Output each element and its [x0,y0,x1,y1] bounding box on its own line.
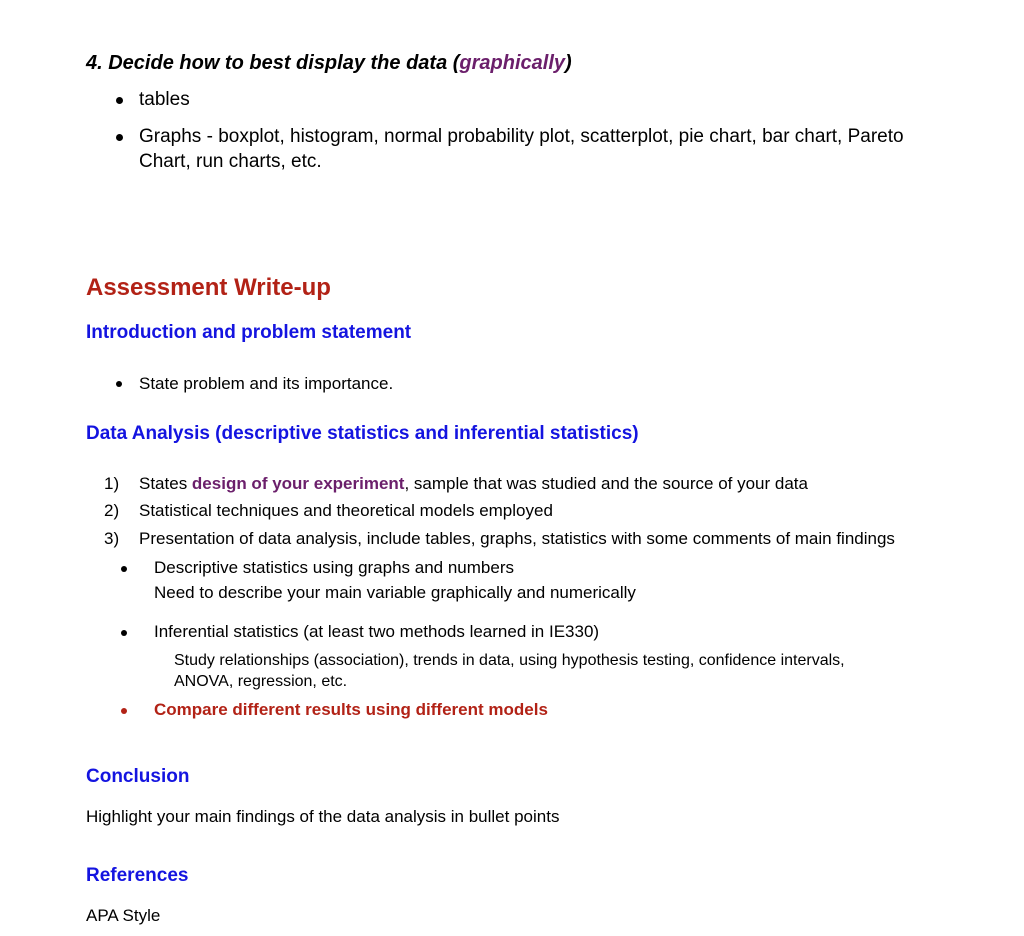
step4-title-prefix: 4. Decide how to best display the data ( [86,52,460,74]
list-number: 1) [104,474,120,493]
step4-title-suffix: ) [565,52,572,74]
step4-title [86,52,572,75]
references-text: APA Style [86,906,161,925]
references-heading: References [86,865,189,886]
list-number: 2) [104,501,120,520]
bullet-dot [121,566,127,572]
conclusion-heading: Conclusion [86,766,190,787]
analysis-item-3: Presentation of data analysis, include tables, graphs, statistics with some comments of main findings [139,529,895,548]
step4-bullet-tables: tables [139,89,190,110]
conclusion-text: Highlight your main findings of the data analysis in bullet points [86,807,560,826]
compare-bullet: Compare different results using different models [154,700,548,719]
bullet-dot [121,630,127,636]
analysis-item-1 [139,473,808,495]
analysis-heading: Data Analysis (descriptive statistics and inferential statistics) [86,423,639,444]
analysis-item-1-highlight: design of your experiment [191,474,405,493]
analysis-item-1-suffix: , sample that was studied and the source of your data [404,474,808,493]
step4-title-highlight: graphically [459,52,566,74]
bullet-dot [116,381,122,387]
inferential-detail2: ANOVA, regression, etc. [174,673,348,690]
step4-bullet-graphs-cont: Chart, run charts, etc. [139,151,322,172]
intro-bullet: State problem and its importance. [139,374,394,393]
analysis-item-1-prefix: States [139,474,192,493]
descriptive-line1: Descriptive statistics using graphs and numbers [154,558,514,577]
descriptive-line2: Need to describe your main variable graphically and numerically [154,583,636,602]
inferential-line1: Inferential statistics (at least two methods learned in IE330) [154,622,600,641]
intro-heading: Introduction and problem statement [86,322,412,343]
assessment-heading: Assessment Write-up [86,274,331,301]
step4-bullet-graphs: Graphs - boxplot, histogram, normal probability plot, scatterplot, pie chart, bar chart, Pareto [139,126,904,147]
list-number: 3) [104,529,120,548]
bullet-dot-red [121,708,127,714]
bullet-dot [116,97,123,104]
analysis-item-2: Statistical techniques and theoretical models employed [139,501,553,520]
bullet-dot [116,134,123,141]
inferential-detail1: Study relationships (association), trends in data, using hypothesis testing, confidence intervals, [174,652,845,669]
